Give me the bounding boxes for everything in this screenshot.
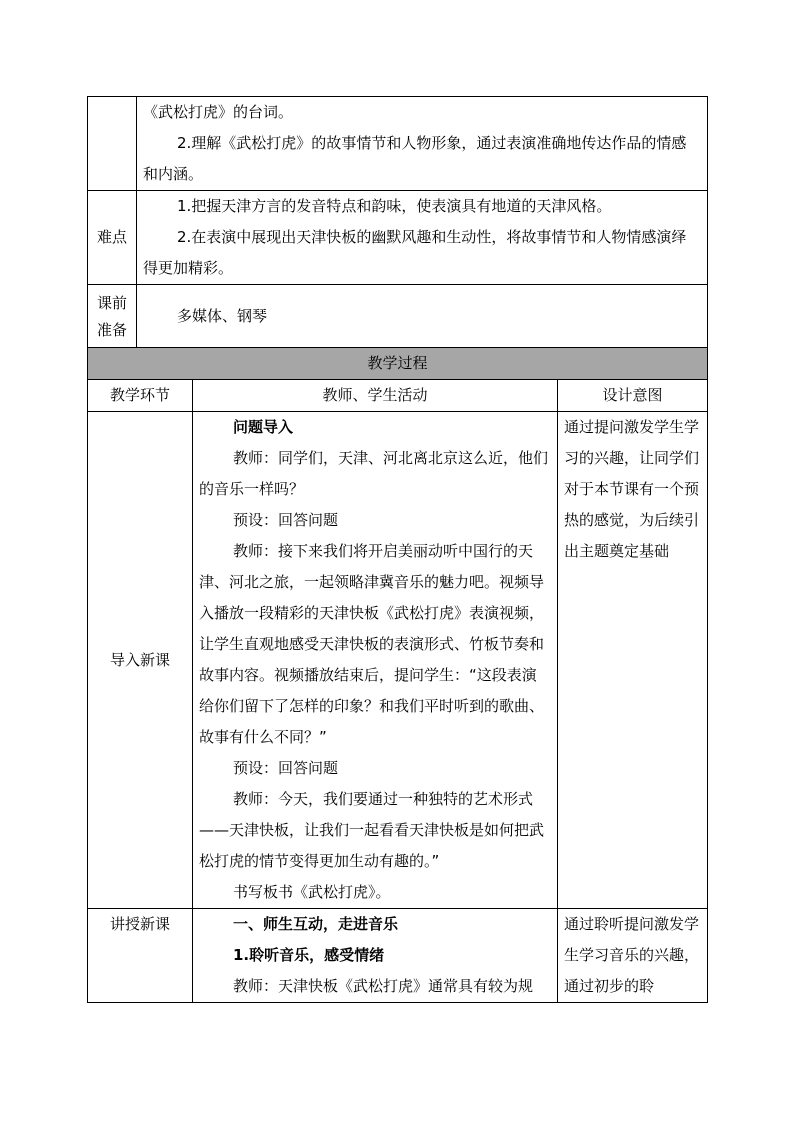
header-intent: 设计意图 (558, 380, 708, 412)
prep-label (88, 285, 137, 348)
lesson-plan-page (87, 96, 707, 1003)
stage-label: 导入新课 (88, 412, 193, 909)
difficulty-content (137, 191, 708, 285)
key-point-line-1: 《武松打虎》的台词。 (143, 103, 294, 121)
difficulty-line-1: 1.把握天津方言的发音特点和韵味，使表演具有地道的天津风格。 (177, 197, 612, 215)
activity-line: 问题导入 (233, 418, 294, 436)
prep-materials: 多媒体、钢琴 (177, 306, 268, 325)
intent-text: 通过聆听提问激发学生学习音乐的兴趣，通过初步的聆 (564, 915, 700, 995)
difficulty-label: 难点 (88, 191, 137, 285)
process-table (87, 347, 708, 1003)
activity-line: 预设：回答问题 (233, 511, 339, 529)
prep-content (137, 285, 708, 348)
activity-line: 一、师生互动，走进音乐 (233, 915, 399, 933)
objectives-table (87, 96, 708, 348)
activities-cell (193, 412, 558, 909)
activity-line: 1.聆听音乐，感受情绪 (233, 946, 385, 964)
prep-label-line-2: 准备 (96, 321, 127, 339)
prep-row (88, 285, 708, 348)
difficulty-row (88, 191, 708, 285)
key-points-label (88, 97, 137, 191)
key-points-content (137, 97, 708, 191)
activities-cell (193, 909, 558, 1003)
activity-line: 教师：同学们，天津、河北离北京这么近，他们的音乐一样吗？ (199, 449, 549, 498)
process-title: 教学过程 (88, 348, 708, 380)
intent-cell (558, 412, 708, 909)
prep-label-line-1: 课前 (96, 294, 127, 312)
intent-cell (558, 909, 708, 1003)
key-point-line-2: 2.理解《武松打虎》的故事情节和人物形象，通过表演准确地传达作品的情感和内涵。 (143, 134, 687, 183)
key-points-row (88, 97, 708, 191)
process-row-intro (88, 412, 708, 909)
difficulty-line-2: 2.在表演中展现出天津快板的幽默风趣和生动性，将故事情节和人物情感演绎得更加精彩。 (143, 228, 687, 277)
header-stage: 教学环节 (88, 380, 193, 412)
activity-line: 预设：回答问题 (233, 759, 339, 777)
header-activities: 教师、学生活动 (193, 380, 558, 412)
process-header-row (88, 380, 708, 412)
intent-text: 通过提问激发学生学习的兴趣，让同学们对于本节课有一个预热的感觉，为后续引出主题奠定基础 (564, 418, 700, 560)
activity-line: 教师：接下来我们将开启美丽动听中国行的天津、河北之旅，一起领略津冀音乐的魅力吧。视频导入播放一段精彩的天津快板《武松打虎》表演视频，让学生直观地感受天津快板的表演形式、竹板节奏和故事内容。视频播放结束后，提问学生：“这段表演给你们留下了怎样的印象？和我们平时听到的歌曲、故事有什么不同？” (199, 542, 545, 746)
stage-label: 讲授新课 (88, 909, 193, 1003)
activity-line: 教师：今天，我们要通过一种独特的艺术形式——天津快板，让我们一起看看天津快板是如何把武松打虎的情节变得更加生动有趣的。” (199, 790, 545, 870)
process-row-teach (88, 909, 708, 1003)
activity-line: 书写板书《武松打虎》。 (233, 883, 391, 901)
activity-line: 教师：天津快板《武松打虎》通常具有较为规 (233, 977, 534, 995)
